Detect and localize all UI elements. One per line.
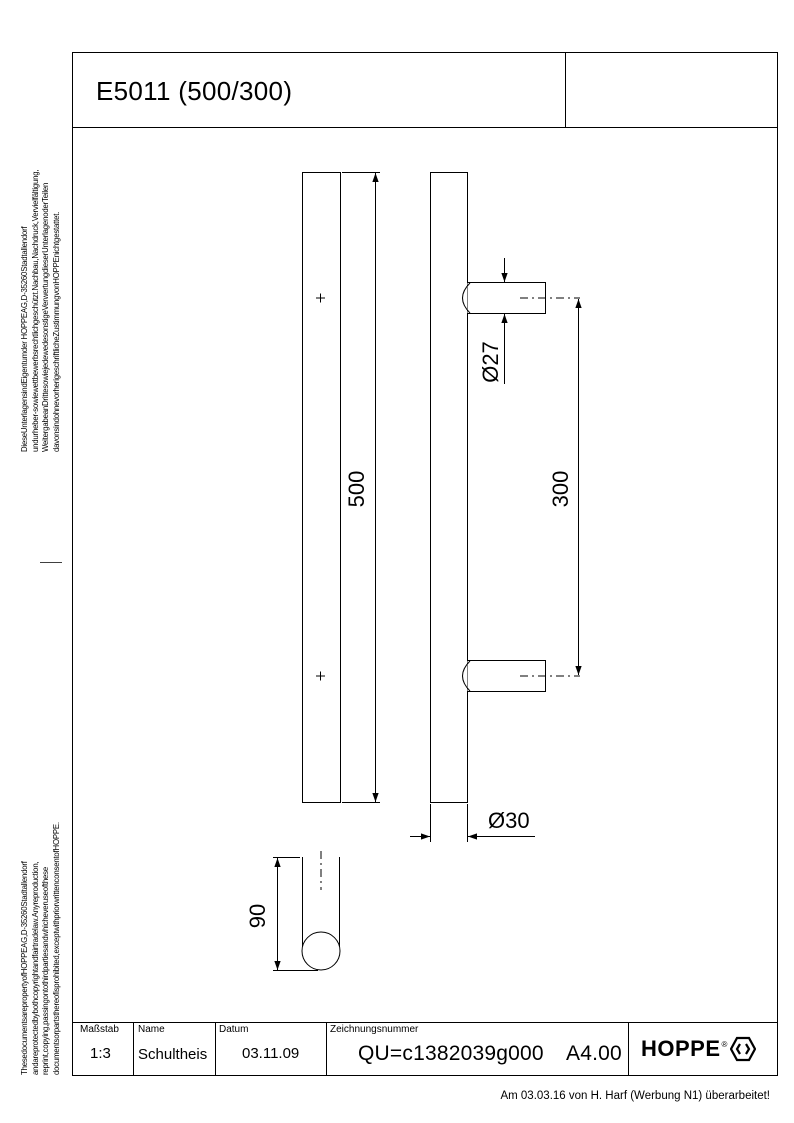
- paper-format: A4.00: [566, 1042, 622, 1065]
- dimension-d27-label: Ø27: [478, 341, 503, 383]
- drawing-number-label: Zeichnungsnummer: [330, 1024, 419, 1035]
- drawing-title: E5011 (500/300): [96, 76, 293, 106]
- logo-registered-mark: ®: [721, 1039, 728, 1049]
- hoppe-emblem-icon: [730, 1036, 756, 1062]
- dimension-d30-label: Ø30: [488, 808, 530, 833]
- scale-label: Maßstab: [80, 1024, 119, 1035]
- date-value: 03.11.09: [242, 1045, 300, 1062]
- dimension-300-label: 300: [548, 470, 573, 508]
- legal-notice-german: [20, 12, 62, 452]
- legal-notice-line: ThesedocumentsarepropertyofHOPPEAG,D-35260Stadtallendorf: [20, 861, 29, 1075]
- legal-notice-line: undurheber-sowiewettbewerbsrechtlichgeschützt.Nachbau,Nachdruck,Vervielfältigung,: [30, 169, 40, 452]
- legal-notice-line: davonsindohnevorherigeschriftlicheZustimmungvonHOPPEnichtgestattet.: [51, 211, 61, 452]
- end-view: [273, 851, 340, 971]
- dimension-500-label: 500: [344, 470, 369, 508]
- hoppe-logo: [641, 1036, 756, 1062]
- name-label: Name: [138, 1024, 165, 1035]
- date-label: Datum: [219, 1024, 249, 1035]
- drawing-number-value: QU=c1382039g000: [358, 1042, 544, 1065]
- dimension-90-label: 90: [245, 903, 270, 929]
- legal-notice-line: andareprotectedbybothcopyrightandfairtradelaw.Anyreproduction,: [30, 861, 40, 1075]
- drawing-frame: [72, 52, 778, 1076]
- legal-notice-line: documentsorpartsthereofisprohibited,exceptwithpriorwrittenconsentofHOPPE.: [51, 822, 61, 1075]
- legal-notice-line: DieseUnterlagensindEigentumder HOPPEAG,D-35260Stadtallendorf: [20, 226, 29, 452]
- legal-notice-line: WeitergabeanDrittesowiejedewedesonstigeVerwertungdieserUnterlagenoderTeilen: [41, 182, 50, 452]
- legal-notice-line: reprint,copying,passingontothirdpartiesandwhicheveruseofthese: [41, 867, 50, 1075]
- name-value: Schultheis: [138, 1046, 208, 1063]
- legal-notice-english: [20, 635, 62, 1075]
- logo-text: HOPPE: [641, 1036, 721, 1061]
- bar-front-view: [303, 173, 341, 803]
- revision-note: Am 03.03.16 von H. Harf (Werbung N1) überarbeitet!: [500, 1090, 770, 1102]
- scale-value: 1:3: [90, 1045, 111, 1062]
